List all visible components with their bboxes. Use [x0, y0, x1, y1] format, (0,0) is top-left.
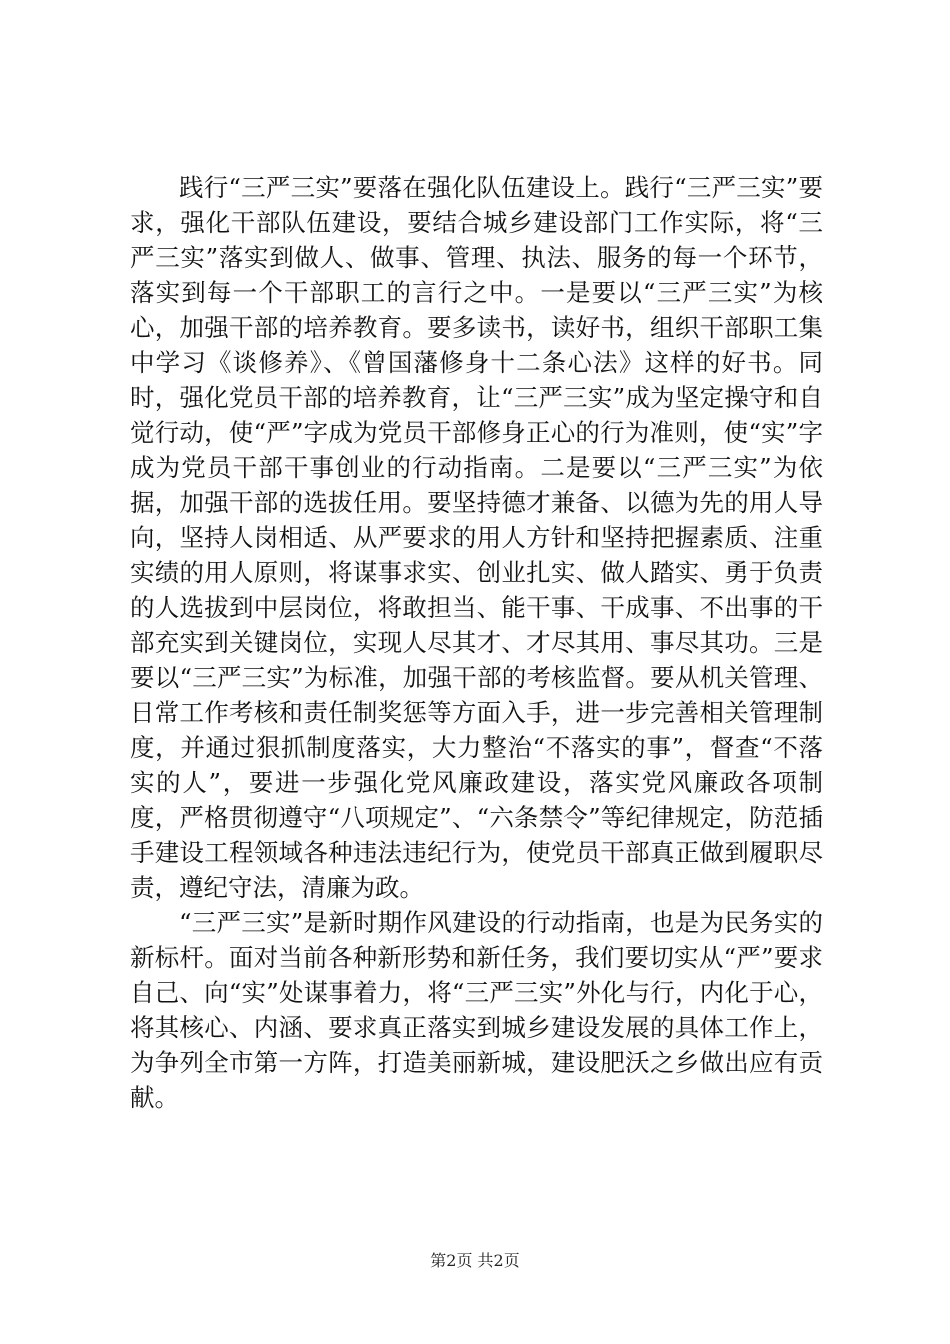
page-number-label: 第2页 共2页: [430, 1251, 520, 1270]
paragraph-conclusion: “三严三实”是新时期作风建设的行动指南，也是为民务实的新标杆。面对当前各种新形势和新任务，我们要切实从“严”要求自己、向“实”处谋事着力，将“三严三实”外化与行，内化于心，将其核心、内涵、要求真正落实到城乡建设发展的具体工作上，为争列全市第一方阵，打造美丽新城，建设肥沃之乡做出应有贡献。: [130, 908, 823, 1112]
document-body: [130, 170, 823, 1115]
page-footer: [0, 1248, 950, 1271]
paragraph-team-building: 践行“三严三实”要落在强化队伍建设上。践行“三严三实”要求，强化干部队伍建设，要结合城乡建设部门工作实际，将“三严三实”落实到做人、做事、管理、执法、服务的每一个环节，落实到每一个干部职工的言行之中。一是要以“三严三实”为核心，加强干部的培养教育。要多读书，读好书，组织干部职工集中学习《谈修养》、《曾国藩修身十二条心法》这样的好书。同时，强化党员干部的培养教育，让“三严三实”成为坚定操守和自觉行动，使“严”字成为党员干部修身正心的行为准则，使“实”字成为党员干部干事创业的行动指南。二是要以“三严三实”为依据，加强干部的选拔任用。要坚持德才兼备、以德为先的用人导向，坚持人岗相适、从严要求的用人方针和坚持把握素质、注重实绩的用人原则，将谋事求实、创业扎实、做人踏实、勇于负责的人选拔到中层岗位，将敢担当、能干事、干成事、不出事的干部充实到关键岗位，实现人尽其才、才尽其用、事尽其功。三是要以“三严三实”为标准，加强干部的考核监督。要从机关管理、日常工作考核和责任制奖惩等方面入手，进一步完善相关管理制度，并通过狠抓制度落实，大力整治“不落实的事”，督查“不落实的人”，要进一步强化党风廉政建设，落实党风廉政各项制度，严格贯彻遵守“八项规定”、“六条禁令”等纪律规定，防范插手建设工程领域各种违法违纪行为，使党员干部真正做到履职尽责，遵纪守法，清廉为政。: [130, 173, 823, 902]
